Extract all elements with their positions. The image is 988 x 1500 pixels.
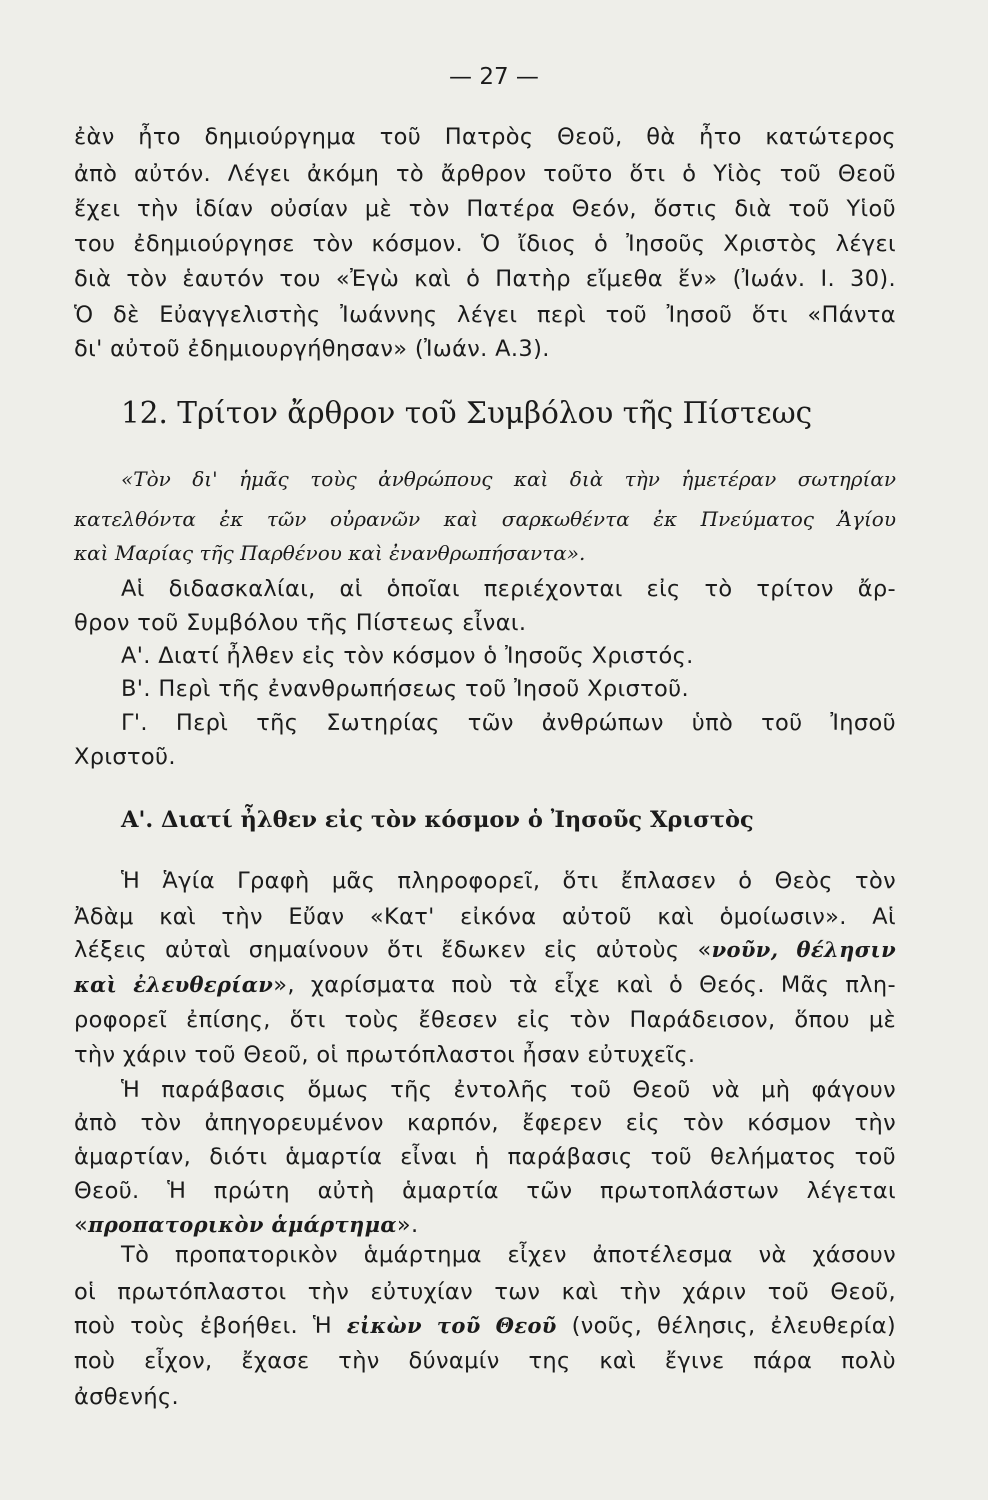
list-item: Γ'. Περὶ τῆς Σωτηρίας τῶν ἀνθρώπων ὑπὸ τοῦ Ἰησοῦ bbox=[121, 710, 896, 736]
page-number: — 27 — bbox=[449, 64, 539, 90]
text-line: «προπατορικὸν ἁμάρτημα». bbox=[74, 1212, 419, 1238]
text-line: ἐὰν ἦτο δημιούργημα τοῦ Πατρὸς Θεοῦ, θὰ ἦτο κατώτερος bbox=[74, 124, 896, 150]
text-line: ἀπὸ τὸν ἀπηγορευμένον καρπόν, ἔφερεν εἰς τὸν κόσμον τὴν bbox=[74, 1110, 896, 1136]
section-heading: 12. Τρίτον ἄρθρον τοῦ Συμβόλου τῆς Πίστεως bbox=[121, 396, 813, 430]
text-line: ἀπὸ αὐτόν. Λέγει ἀκόμη τὸ ἄρθρον τοῦτο ὅτι ὁ Υἱὸς τοῦ Θεοῦ bbox=[74, 161, 896, 187]
list-item: Α'. Διατί ἦλθεν εἰς τὸν κόσμον ὁ Ἰησοῦς Χριστός. bbox=[121, 643, 694, 669]
text-line: τὴν χάριν τοῦ Θεοῦ, οἱ πρωτόπλαστοι ἦσαν εὐτυχεῖς. bbox=[74, 1042, 696, 1068]
text-line: λέξεις αὐταὶ σημαίνουν ὅτι ἔδωκεν εἰς αὐτοὺς «νοῦν, θέλησιν bbox=[74, 937, 896, 963]
emphasis: νοῦν, θέλησιν bbox=[711, 937, 896, 962]
text-line: διὰ τὸν ἑαυτόν του «Ἐγὼ καὶ ὁ Πατὴρ εἴμεθα ἕν» (Ἰωάν. Ι. 30). bbox=[74, 266, 896, 292]
emphasis: καὶ ἐλευθερίαν bbox=[74, 972, 274, 997]
text-line: Ὁ δὲ Εὐαγγελιστὴς Ἰωάννης λέγει περὶ τοῦ Ἰησοῦ ὅτι «Πάντα bbox=[74, 302, 896, 328]
text-line: Ἀδὰμ καὶ τὴν Εὔαν «Κατ' εἰκόνα αὐτοῦ καὶ ὁμοίωσιν». Αἱ bbox=[74, 904, 896, 930]
text-line: ἀσθενής. bbox=[74, 1384, 180, 1410]
text-line: καὶ ἐλευθερίαν», χαρίσματα ποὺ τὰ εἶχε καὶ ὁ Θεός. Μᾶς πλη- bbox=[74, 972, 896, 998]
text-line: οἱ πρωτόπλαστοι τὴν εὐτυχίαν των καὶ τὴν χάριν τοῦ Θεοῦ, bbox=[74, 1279, 896, 1305]
text-line: δι' αὐτοῦ ἐδημιουργήθησαν» (Ἰωάν. Α.3). bbox=[74, 336, 550, 362]
text-line: Θεοῦ. Ἡ πρώτη αὐτὴ ἁμαρτία τῶν πρωτοπλάστων λέγεται bbox=[74, 1178, 896, 1204]
text-line: Αἱ διδασκαλίαι, αἱ ὁποῖαι περιέχονται εἰς τὸ τρίτον ἄρ- bbox=[121, 576, 896, 602]
text-line: ἁμαρτίαν, διότι ἁμαρτία εἶναι ἡ παράβασις τοῦ θελήματος τοῦ bbox=[74, 1144, 896, 1170]
emphasis: εἰκὼν τοῦ Θεοῦ bbox=[346, 1313, 557, 1338]
text-line: Ἡ Ἁγία Γραφὴ μᾶς πληροφορεῖ, ὅτι ἔπλασεν ὁ Θεὸς τὸν bbox=[121, 868, 896, 894]
list-item: Χριστοῦ. bbox=[74, 744, 176, 770]
text-line: του ἐδημιούργησε τὸν κόσμον. Ὁ ἴδιος ὁ Ἰησοῦς Χριστὸς λέγει bbox=[74, 231, 896, 257]
text-line: ποὺ εἶχον, ἔχασε τὴν δύναμίν της καὶ ἔγινε πάρα πολὺ bbox=[74, 1348, 896, 1374]
subsection-heading: Α'. Διατί ἦλθεν εἰς τὸν κόσμον ὁ Ἰησοῦς Χριστὸς bbox=[121, 807, 754, 833]
text-line: Ἡ παράβασις ὅμως τῆς ἐντολῆς τοῦ Θεοῦ νὰ μὴ φάγουν bbox=[121, 1077, 896, 1103]
creed-quote-line: κατελθόντα ἐκ τῶν οὐρανῶν καὶ σαρκωθέντα ἐκ Πνεύματος Ἁγίου bbox=[74, 507, 896, 531]
list-item: Β'. Περὶ τῆς ἐνανθρωπήσεως τοῦ Ἰησοῦ Χριστοῦ. bbox=[121, 676, 689, 702]
creed-quote-line: καὶ Μαρίας τῆς Παρθένου καὶ ἐνανθρωπήσαντα». bbox=[74, 541, 586, 565]
creed-quote-line: «Τὸν δι' ἡμᾶς τοὺς ἀνθρώπους καὶ διὰ τὴν ἡμετέραν σωτηρίαν bbox=[121, 467, 896, 491]
text-line: ροφορεῖ ἐπίσης, ὅτι τοὺς ἔθεσεν εἰς τὸν Παράδεισον, ὅπου μὲ bbox=[74, 1007, 896, 1033]
emphasis: προπατορικὸν ἁμάρτημα bbox=[88, 1212, 397, 1237]
text-line: θρον τοῦ Συμβόλου τῆς Πίστεως εἶναι. bbox=[74, 610, 527, 636]
text-line: ποὺ τοὺς ἐβοήθει. Ἡ εἰκὼν τοῦ Θεοῦ (νοῦς, θέλησις, ἐλευθερία) bbox=[74, 1313, 897, 1339]
text-line: ἔχει τὴν ἰδίαν οὐσίαν μὲ τὸν Πατέρα Θεόν, ὅστις διὰ τοῦ Υἱοῦ bbox=[74, 196, 896, 222]
text-line: Τὸ προπατορικὸν ἁμάρτημα εἶχεν ἀποτέλεσμα νὰ χάσουν bbox=[121, 1242, 896, 1268]
